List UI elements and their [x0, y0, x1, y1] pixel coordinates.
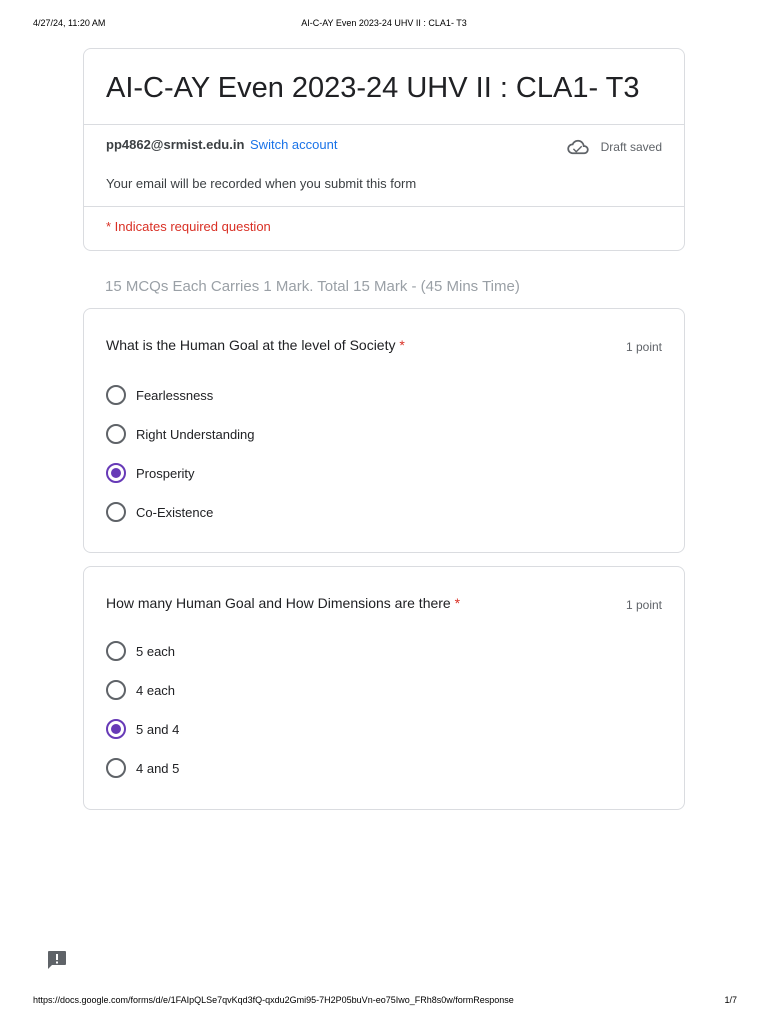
- draft-status: [567, 139, 662, 155]
- radio-button[interactable]: [106, 385, 126, 405]
- print-datetime: 4/27/24, 11:20 AM: [33, 18, 106, 28]
- question-title: [106, 337, 405, 353]
- question-card: [83, 308, 685, 553]
- radio-button-checked[interactable]: [106, 719, 126, 739]
- radio-option-selected[interactable]: [106, 719, 179, 739]
- required-note: * Indicates required question: [106, 219, 271, 234]
- option-label: 5 each: [136, 643, 176, 659]
- required-asterisk: *: [454, 595, 461, 611]
- option-label: Prosperity: [136, 465, 195, 481]
- radio-option[interactable]: [106, 758, 179, 778]
- form-header-card: [83, 48, 685, 251]
- required-divider: [84, 206, 684, 207]
- question-text: What is the Human Goal at the level of Society: [106, 337, 396, 353]
- form-title: AI-C-AY Even 2023-24 UHV II : CLA1- T3: [106, 72, 640, 104]
- switch-account-link[interactable]: Switch account: [250, 137, 338, 152]
- cloud-check-icon: [567, 139, 589, 155]
- print-title: AI-C-AY Even 2023-24 UHV II : CLA1- T3: [301, 18, 467, 28]
- report-problem-icon[interactable]: [47, 950, 67, 970]
- radio-button[interactable]: [106, 641, 126, 661]
- required-asterisk: *: [399, 337, 405, 353]
- question-points: 1 point: [625, 598, 662, 612]
- question-title: [106, 595, 460, 611]
- account-row: [106, 137, 337, 152]
- radio-button[interactable]: [106, 680, 126, 700]
- question-points: 1 point: [625, 340, 662, 354]
- print-page-number: 1/7: [724, 995, 737, 1005]
- draft-status-label: Draft saved: [600, 140, 662, 154]
- radio-button[interactable]: [106, 424, 126, 444]
- option-label: Fearlessness: [136, 387, 214, 403]
- radio-option[interactable]: [106, 385, 213, 405]
- radio-option-selected[interactable]: [106, 463, 195, 483]
- option-label: 4 each: [136, 682, 176, 698]
- question-card: [83, 566, 685, 810]
- header-divider: [84, 124, 684, 125]
- question-text: How many Human Goal and How Dimensions are there: [106, 595, 451, 611]
- radio-option[interactable]: [106, 680, 175, 700]
- account-email: pp4862@srmist.edu.in: [106, 137, 245, 152]
- print-footer: [0, 995, 768, 1009]
- print-header: [0, 18, 768, 32]
- radio-button-checked[interactable]: [106, 463, 126, 483]
- radio-button[interactable]: [106, 502, 126, 522]
- option-label: 4 and 5: [136, 760, 180, 776]
- option-label: Co-Existence: [136, 504, 214, 520]
- print-url: https://docs.google.com/forms/d/e/1FAIpQLSe7qvKqd3fQ-qxdu2Gmi95-7H2P05buVn-eo75Iwo_FRh8s0w/formResponse: [33, 995, 514, 1005]
- radio-option[interactable]: [106, 424, 255, 444]
- option-label: 5 and 4: [136, 721, 180, 737]
- option-label: Right Understanding: [136, 426, 255, 442]
- section-description: 15 MCQs Each Carries 1 Mark. Total 15 Mark - (45 Mins Time): [105, 278, 520, 295]
- radio-option[interactable]: [106, 641, 175, 661]
- radio-button[interactable]: [106, 758, 126, 778]
- email-note: Your email will be recorded when you submit this form: [106, 176, 417, 191]
- radio-option[interactable]: [106, 502, 213, 522]
